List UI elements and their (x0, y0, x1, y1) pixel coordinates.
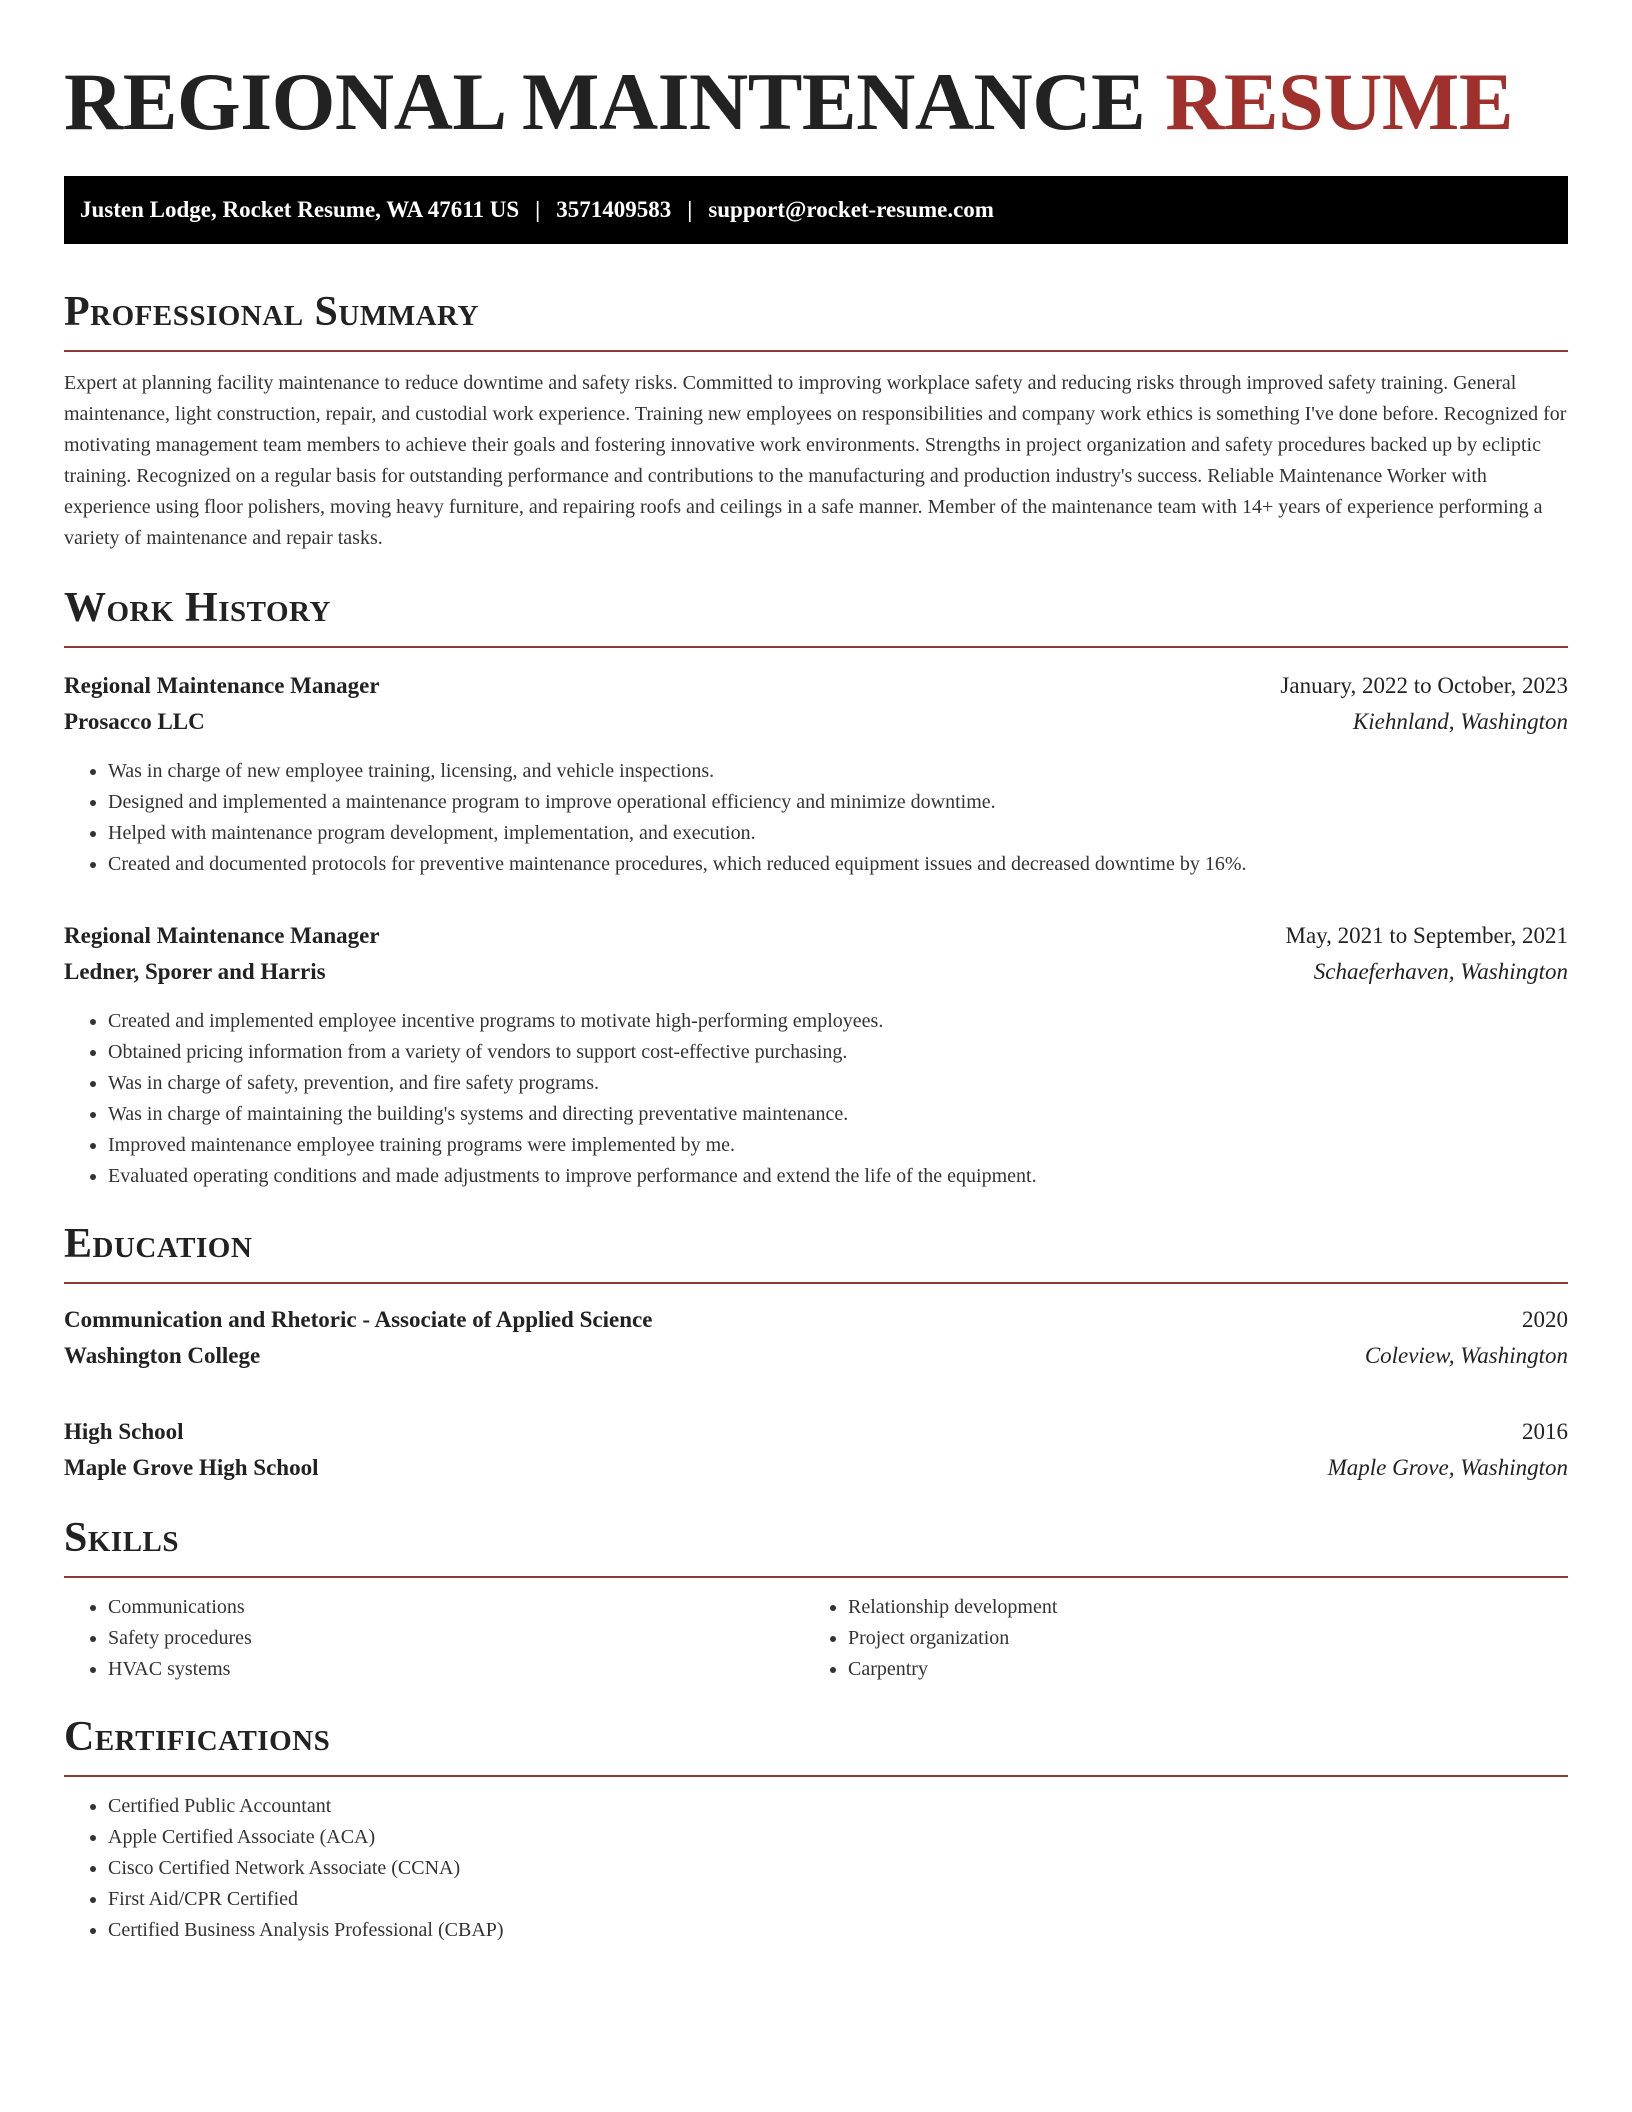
certification-item: • First Aid/CPR Certified (108, 1884, 1568, 1915)
certification-item: • Certified Public Accountant (108, 1791, 1568, 1822)
job-entry (64, 918, 1568, 1192)
job-title: Regional Maintenance Manager (64, 923, 380, 948)
job-bullet-list (64, 1006, 1568, 1192)
contact-bar (64, 176, 1568, 244)
skill-item: • Relationship development (848, 1592, 1568, 1623)
education-school-row (64, 1338, 1568, 1374)
education-entry (64, 1302, 1568, 1374)
job-bullet: • Was in charge of safety, prevention, and fire safety programs. (108, 1068, 1568, 1099)
education-entry (64, 1414, 1568, 1486)
job-header-row (64, 668, 1568, 704)
job-bullet: • Obtained pricing information from a variety of vendors to support cost-effective purchasing. (108, 1037, 1568, 1068)
education-location: Coleview, Washington (1364, 1343, 1568, 1368)
contact-email: support@rocket-resume.com (708, 197, 994, 222)
contact-phone: 3571409583 (556, 197, 672, 222)
skills-column (804, 1592, 1568, 1685)
section-heading-summary: Professional Summary (64, 289, 479, 335)
job-bullet: • Was in charge of maintaining the building's systems and directing preventative maintenance. (108, 1099, 1568, 1130)
skill-item: • Safety procedures (108, 1623, 804, 1654)
job-company: Prosacco LLC (64, 709, 205, 734)
job-bullet: • Created and implemented employee incentive programs to motivate high-performing employees. (108, 1006, 1568, 1037)
job-location: Schaeferhaven, Washington (1313, 959, 1568, 984)
skills-column (64, 1592, 804, 1685)
skill-item: • Carpentry (848, 1654, 1568, 1685)
education-location: Maple Grove, Washington (1327, 1455, 1568, 1480)
skill-item: • HVAC systems (108, 1654, 804, 1685)
title-main: REGIONAL MAINTENANCE (64, 56, 1146, 147)
section-divider (64, 646, 1568, 648)
skills-grid (64, 1592, 1568, 1685)
education-header-row (64, 1302, 1568, 1338)
certification-item: • Apple Certified Associate (ACA) (108, 1822, 1568, 1853)
skill-item: • Project organization (848, 1623, 1568, 1654)
section-heading-certifications: Certifications (64, 1714, 331, 1760)
job-bullet: • Created and documented protocols for preventive maintenance procedures, which reduced equipment issues and decreased downtime by 16%. (108, 849, 1568, 880)
education-degree: Communication and Rhetoric - Associate of Applied Science (64, 1307, 653, 1332)
job-company-row (64, 954, 1568, 990)
section-heading-skills: Skills (64, 1515, 180, 1561)
education-year: 2016 (1522, 1419, 1568, 1444)
section-heading-work-history: Work History (64, 585, 331, 631)
section-divider (64, 1576, 1568, 1578)
job-dates: January, 2022 to October, 2023 (1280, 673, 1568, 698)
education-school: Maple Grove High School (64, 1455, 319, 1480)
skill-item: • Communications (108, 1592, 804, 1623)
job-dates: May, 2021 to September, 2021 (1285, 923, 1568, 948)
job-bullet: • Helped with maintenance program development, implementation, and execution. (108, 818, 1568, 849)
job-bullet: • Evaluated operating conditions and made adjustments to improve performance and extend the life of the equipment. (108, 1161, 1568, 1192)
job-company: Ledner, Sporer and Harris (64, 959, 326, 984)
job-bullet: • Designed and implemented a maintenance program to improve operational efficiency and minimize downtime. (108, 787, 1568, 818)
job-header-row (64, 918, 1568, 954)
contact-separator: | (687, 197, 693, 222)
job-bullet: • Was in charge of new employee training, licensing, and vehicle inspections. (108, 756, 1568, 787)
education-school: Washington College (64, 1343, 261, 1368)
title-accent: RESUME (1165, 56, 1514, 147)
section-divider (64, 1282, 1568, 1284)
contact-address: Justen Lodge, Rocket Resume, WA 47611 US (80, 197, 520, 222)
section-heading-education: Education (64, 1221, 253, 1267)
job-entry (64, 668, 1568, 880)
summary-text: Expert at planning facility maintenance to reduce downtime and safety risks. Committed to improving workplace safety and reducing risks through improved safety training. General maintenance, light construction, repair, and custodial work experience. Training new employees on responsibilities and company work ethics is something I've done before. Recognized for motivating management team members to achieve their goals and fostering innovative work environments. Strengths in project organization and safety procedures backed up by ecliptic training. Recognized on a regular basis for outstanding performance and contributions to the manufacturing and production industry's success. Reliable Maintenance Worker with experience using floor polishers, moving heavy furniture, and repairing roofs and ceilings in a safe manner. Member of the maintenance team with 14+ years of experience performing a variety of maintenance and repair tasks. (64, 372, 1567, 549)
education-header-row (64, 1414, 1568, 1450)
section-divider (64, 1775, 1568, 1777)
certification-item: • Certified Business Analysis Professional (CBAP) (108, 1915, 1568, 1946)
education-year: 2020 (1522, 1307, 1568, 1332)
section-divider (64, 350, 1568, 352)
job-bullet: • Improved maintenance employee training programs were implemented by me. (108, 1130, 1568, 1161)
job-company-row (64, 704, 1568, 740)
education-school-row (64, 1450, 1568, 1486)
job-title: Regional Maintenance Manager (64, 673, 380, 698)
certifications-list (64, 1791, 1568, 1946)
resume-title (64, 52, 1568, 152)
job-location: Kiehnland, Washington (1352, 709, 1568, 734)
certification-item: • Cisco Certified Network Associate (CCNA) (108, 1853, 1568, 1884)
job-bullet-list (64, 756, 1568, 880)
education-degree: High School (64, 1419, 184, 1444)
contact-separator: | (535, 197, 541, 222)
